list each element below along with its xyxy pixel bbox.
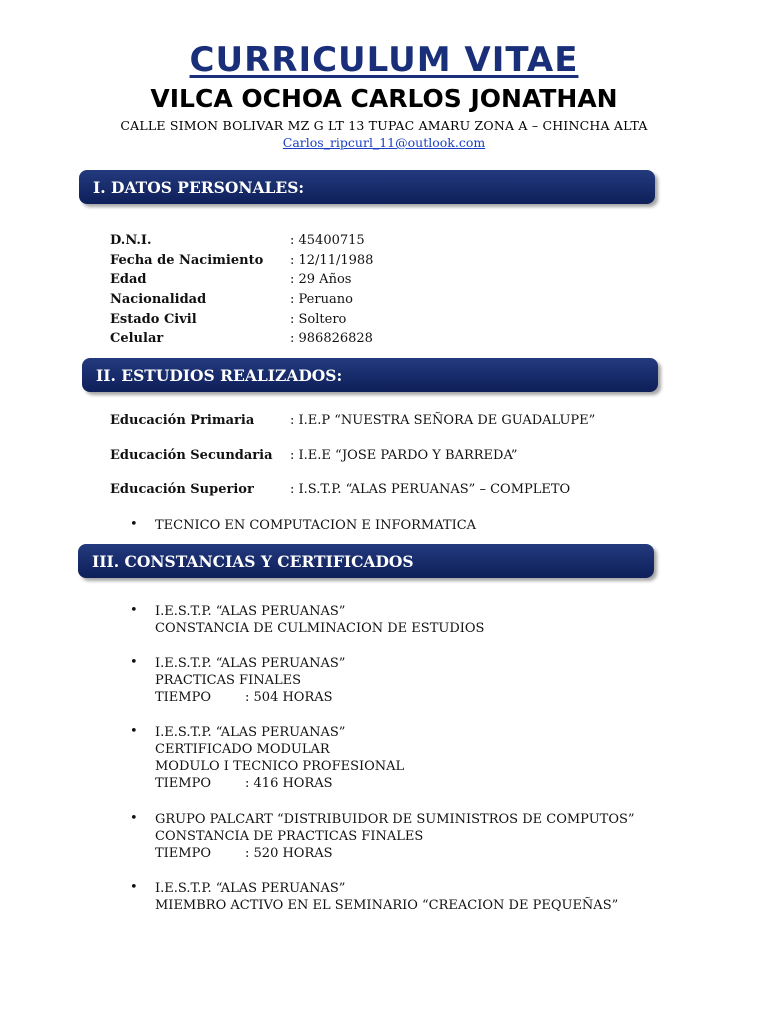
personal-row-civil-status: [110, 312, 670, 330]
studies-row-superior: [110, 482, 670, 500]
bullet-icon: •: [130, 603, 138, 618]
section-header-certificates: III. CONSTANCIAS Y CERTIFICADOS: [78, 544, 654, 578]
personal-row-birthdate: [110, 253, 670, 271]
duration-value: : 416 HORAS: [245, 776, 333, 791]
duration-label: TIEMPO: [155, 776, 212, 791]
bullet-icon: •: [130, 517, 138, 532]
personal-row-nationality: [110, 292, 670, 310]
cert-duration: [155, 845, 635, 862]
field-label: Edad: [110, 272, 147, 287]
personal-row-dni: [110, 233, 670, 251]
cert-issuer: I.E.S.T.P. “ALAS PERUANAS”: [155, 656, 346, 671]
personal-row-phone: [110, 331, 670, 349]
address: CALLE SIMON BOLIVAR MZ G LT 13 TUPAC AMARU ZONA A – CHINCHA ALTA: [120, 118, 648, 133]
field-label: Educación Primaria: [110, 413, 255, 428]
bullet-icon: •: [130, 724, 138, 739]
duration-value: : 520 HORAS: [245, 846, 333, 861]
field-value: : I.E.E “JOSE PARDO Y BARREDA”: [290, 448, 518, 463]
cert-description: PRACTICAS FINALES: [155, 673, 301, 688]
studies-row-secondary: [110, 448, 670, 466]
section-header-studies: II. ESTUDIOS REALIZADOS:: [82, 358, 658, 392]
field-value: : I.S.T.P. “ALAS PERUANAS” – COMPLETO: [290, 482, 571, 497]
field-value: : Soltero: [290, 312, 347, 327]
cert-description: CERTIFICADO MODULAR: [155, 742, 330, 757]
duration-label: TIEMPO: [155, 846, 212, 861]
field-value: : 12/11/1988: [290, 253, 374, 268]
cert-description: MIEMBRO ACTIVO EN EL SEMINARIO “CREACION DE PEQUEÑAS”: [155, 898, 619, 913]
field-label: Educación Superior: [110, 482, 254, 497]
field-value: : I.E.P “NUESTRA SEÑORA DE GUADALUPE”: [290, 413, 596, 428]
bullet-icon: •: [130, 811, 138, 826]
cert-description: CONSTANCIA DE CULMINACION DE ESTUDIOS: [155, 621, 485, 636]
duration-label: TIEMPO: [155, 690, 212, 705]
bullet-icon: •: [130, 880, 138, 895]
cert-description: CONSTANCIA DE PRACTICAS FINALES: [155, 829, 424, 844]
cert-issuer: I.E.S.T.P. “ALAS PERUANAS”: [155, 881, 346, 896]
bullet-icon: •: [130, 655, 138, 670]
field-label: Fecha de Nacimiento: [110, 253, 264, 268]
cert-issuer: I.E.S.T.P. “ALAS PERUANAS”: [155, 604, 346, 619]
cert-duration: [155, 775, 404, 792]
field-value: : 45400715: [290, 233, 365, 248]
cert-issuer: I.E.S.T.P. “ALAS PERUANAS”: [155, 725, 346, 740]
document-title: CURRICULUM VITAE: [189, 40, 579, 80]
studies-row-primary: [110, 413, 670, 431]
duration-value: : 504 HORAS: [245, 690, 333, 705]
cert-issuer: GRUPO PALCART “DISTRIBUIDOR DE SUMINISTROS DE COMPUTOS”: [155, 812, 635, 827]
email-link[interactable]: Carlos_ripcurl_11@outlook.com: [282, 135, 486, 150]
field-label: Celular: [110, 331, 164, 346]
list-item-text: TECNICO EN COMPUTACION E INFORMATICA: [155, 518, 477, 533]
field-label: Nacionalidad: [110, 292, 207, 307]
section-header-personal: I. DATOS PERSONALES:: [79, 170, 655, 204]
cert-duration: [155, 689, 345, 706]
field-value: : Peruano: [290, 292, 353, 307]
person-name: VILCA OCHOA CARLOS JONATHAN: [150, 84, 618, 113]
field-value: : 29 Años: [290, 272, 352, 287]
field-label: D.N.I.: [110, 233, 152, 248]
personal-row-age: [110, 272, 670, 290]
field-label: Educación Secundaria: [110, 448, 273, 463]
field-label: Estado Civil: [110, 312, 197, 327]
cert-module: MODULO I TECNICO PROFESIONAL: [155, 759, 405, 774]
field-value: : 986826828: [290, 331, 373, 346]
